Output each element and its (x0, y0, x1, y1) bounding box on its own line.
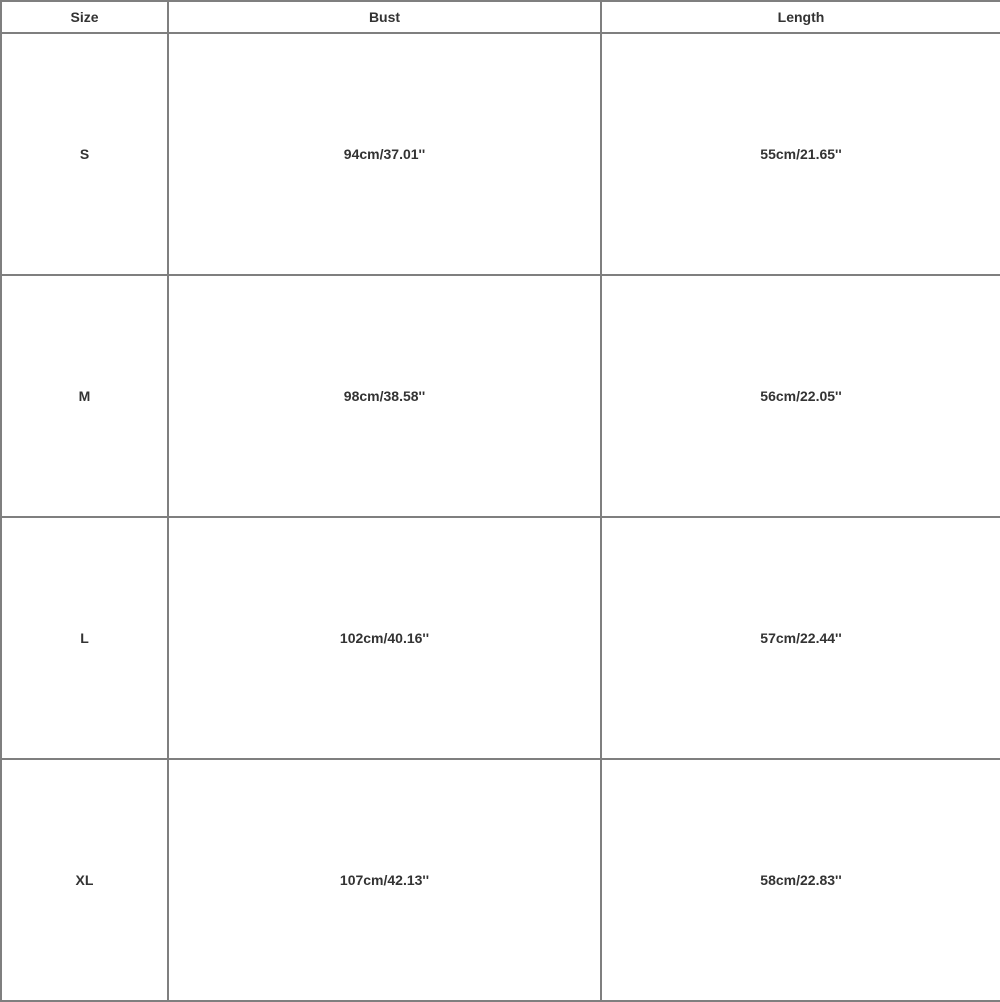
bust-cell: 102cm/40.16'' (168, 517, 601, 759)
table-body (1, 33, 1000, 1001)
bust-cell: 94cm/37.01'' (168, 33, 601, 275)
length-cell: 55cm/21.65'' (601, 33, 1000, 275)
table-row (1, 517, 1000, 759)
table-row (1, 275, 1000, 517)
length-cell: 57cm/22.44'' (601, 517, 1000, 759)
bust-cell: 98cm/38.58'' (168, 275, 601, 517)
header-bust: Bust (168, 1, 601, 33)
length-cell: 58cm/22.83'' (601, 759, 1000, 1001)
table-header (1, 1, 1000, 33)
table-row (1, 759, 1000, 1001)
size-cell: XL (1, 759, 168, 1001)
size-cell: M (1, 275, 168, 517)
header-size: Size (1, 1, 168, 33)
table-row (1, 33, 1000, 275)
size-cell: L (1, 517, 168, 759)
header-length: Length (601, 1, 1000, 33)
size-cell: S (1, 33, 168, 275)
bust-cell: 107cm/42.13'' (168, 759, 601, 1001)
header-row (1, 1, 1000, 33)
length-cell: 56cm/22.05'' (601, 275, 1000, 517)
